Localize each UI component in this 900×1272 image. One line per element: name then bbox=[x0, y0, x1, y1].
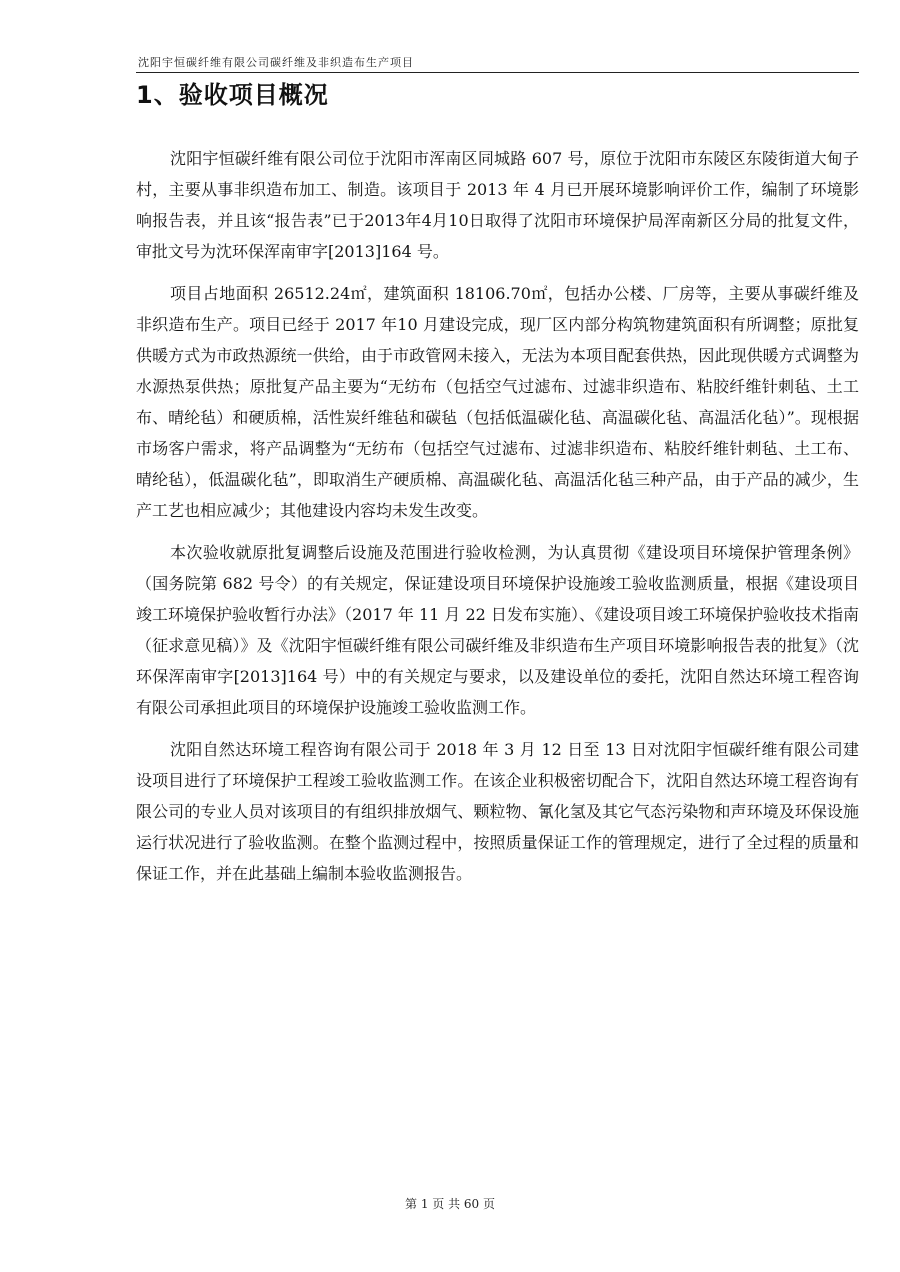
section-title: 1、验收项目概况 bbox=[136, 81, 329, 109]
running-header bbox=[136, 52, 859, 73]
body-text bbox=[136, 143, 859, 900]
paragraph-overview: 沈阳宇恒碳纤维有限公司位于沈阳市浑南区同城路 607 号，原位于沈阳市东陵区东陵街道大甸子村，主要从事非织造布加工、制造。该项目于 2013 年 4 月已开展环境影响评价工作，编制了环境影响报告表，并且该“报告表”已于2013年4月10日取得了沈阳市环境保护局浑南新区分局的批复文件，审批文号为沈环保浑南审字[2013]164 号。 bbox=[136, 149, 859, 261]
paragraph-monitoring: 沈阳自然达环境工程咨询有限公司于 2018 年 3 月 12 日至 13 日对沈阳宇恒碳纤维有限公司建设项目进行了环境保护工程竣工验收监测工作。在该企业积极密切配合下，沈阳自然达环境工程咨询有限公司的专业人员对该项目的有组织排放烟气、颗粒物、氰化氢及其它气态污染物和声环境及环保设施运行状况进行了验收监测。在整个监测过程中，按照质量保证工作的管理规定，进行了全过程的质量和保证工作，并在此基础上编制本验收监测报告。 bbox=[136, 740, 859, 883]
page-number: 第 1 页 共 60 页 bbox=[405, 1197, 495, 1211]
paragraph-scope: 项目占地面积 26512.24㎡，建筑面积 18106.70㎡，包括办公楼、厂房等，主要从事碳纤维及非织造布生产。项目已经于 2017 年10 月建设完成，现厂区内部分构筑物建筑面积有所调整；原批复供暖方式为市政热源统一供给，由于市政管网未接入，无法为本项目配套供热，因此现供暖方式调整为水源热泵供热；原批复产品主要为“无纺布（包括空气过滤布、过滤非织造布、粘胶纤维针刺毡、土工布、晴纶毡）和硬质棉，活性炭纤维毡和碳毡（包括低温碳化毡、高温碳化毡、高温活化毡）”。现根据市场客户需求，将产品调整为“无纺布（包括空气过滤布、过滤非织造布、粘胶纤维针刺毡、土工布、晴纶毡），低温碳化毡”，即取消生产硬质棉、高温碳化毡、高温活化毡三种产品，由于产品的减少，生产工艺也相应减少；其他建设内容均未发生改变。 bbox=[136, 284, 859, 520]
header-title: 沈阳宇恒碳纤维有限公司碳纤维及非织造布生产项目 bbox=[138, 56, 414, 69]
paragraph-basis: 本次验收就原批复调整后设施及范围进行验收检测，为认真贯彻《建设项目环境保护管理条例》（国务院第 682 号令）的有关规定，保证建设项目环境保护设施竣工验收监测质量，根据《建设项目竣工环境保护验收暂行办法》（2017 年 11 月 22 日发布实施）、《建设项目竣工环境保护验收技术指南（征求意见稿）》及《沈阳宇恒碳纤维有限公司碳纤维及非织造布生产项目环境影响报告表的批复》（沈环保浑南审字[2013]164 号）中的有关规定与要求，以及建设单位的委托，沈阳自然达环境工程咨询有限公司承担此项目的环境保护设施竣工验收监测工作。 bbox=[136, 543, 859, 717]
